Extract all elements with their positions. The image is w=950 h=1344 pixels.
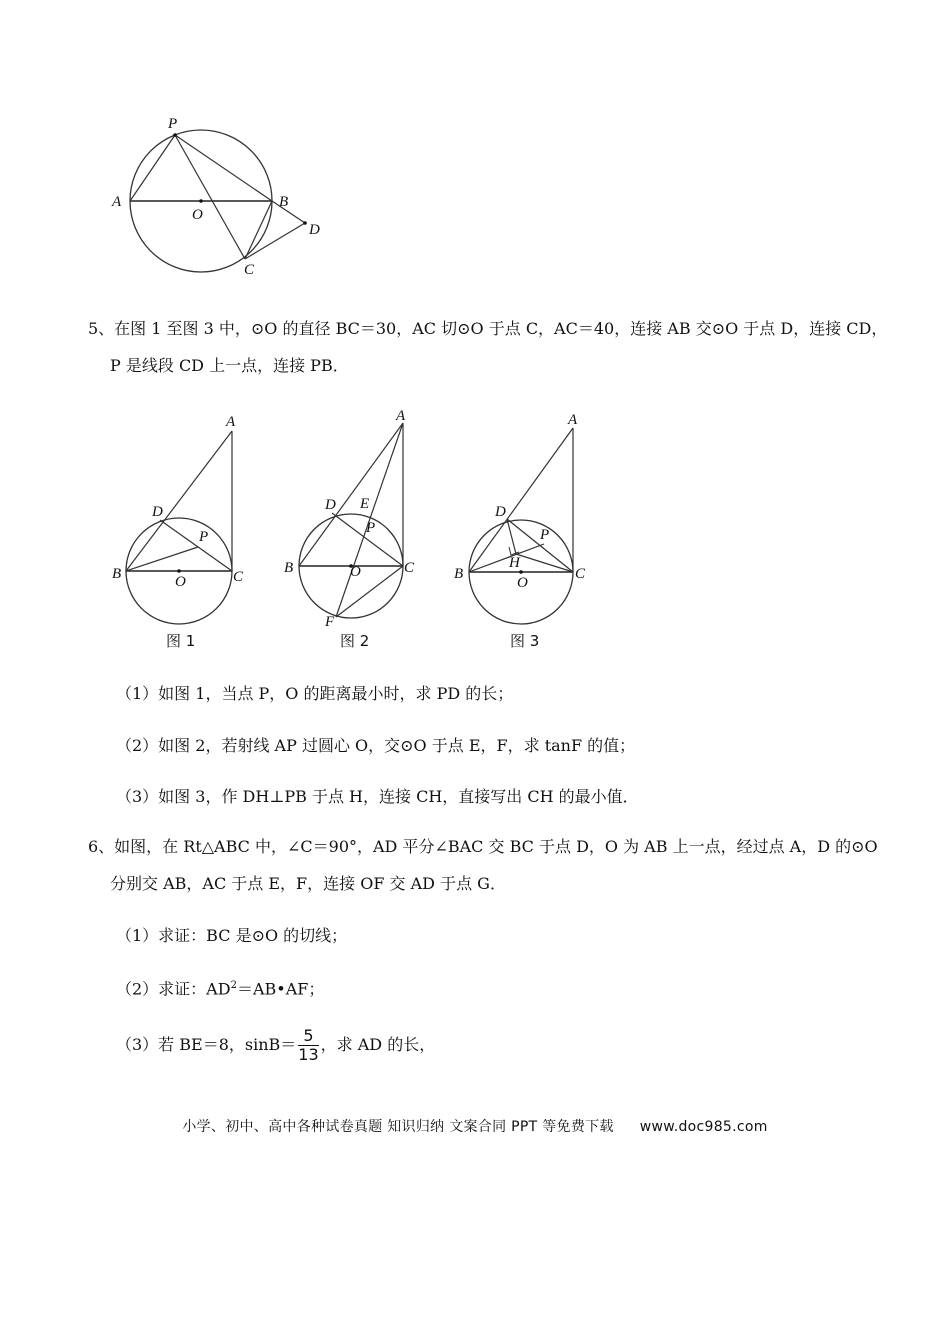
label-d: D [309,222,320,238]
fig2-label-d: D [325,497,336,513]
problem5-q3: （3）如图 3，作 DH⊥PB 于点 H，连接 CH，直接写出 CH 的最小值． [116,787,639,806]
figure-2 [280,400,430,658]
fig1-label-c: C [233,569,244,585]
fig3-label-o: O [517,575,528,591]
problem6-q3 [116,1025,435,1065]
segment-bd [272,201,305,223]
figure-3 [450,408,600,658]
problem5-q1: （1）如图 1，当点 P，O 的距离最小时，求 PD 的长； [116,684,514,703]
fig1-label-a: A [226,414,236,430]
fig1-label-o: O [175,574,186,590]
fig2-label-a: A [396,408,406,424]
problem6-q3-prefix: （3）若 BE＝8，sinB＝ [116,1035,297,1054]
fig3-caption: 图 3 [510,632,540,650]
sinb-fraction [298,1027,318,1064]
fraction-denominator: 13 [298,1045,319,1064]
problem6-line2: 分别交 AB，AC 于点 E，F，连接 OF 交 AD 于点 G． [110,874,506,893]
problem6-q3-suffix: ，求 AD 的长， [320,1035,436,1054]
figure-1 [108,408,258,658]
fig3-label-a: A [568,412,578,428]
problem5-line2: P 是线段 CD 上一点，连接 PB． [110,356,349,375]
segment-pa [130,135,175,201]
top-circle-figure [100,110,340,285]
problem6-line1: 6、如图，在 Rt△ABC 中，∠C＝90°，AD 平分∠BAC 交 BC 于点 D，O 为 AB 上一点，经过点 A，D 的⊙O [88,837,878,856]
fig2-label-c: C [404,560,415,576]
fig1-label-d: D [152,504,163,520]
label-a: A [112,194,122,210]
problem5-line1: 5、在图 1 至图 3 中，⊙O 的直径 BC＝30，AC 切⊙O 于点 C，AC＝40，连接 AB 交⊙O 于点 D，连接 CD， [88,319,888,338]
page-footer [0,1116,950,1136]
fig2-label-p: P [366,520,376,536]
footer-url[interactable]: www.doc985.com [639,1119,768,1135]
fig3-label-h: H [509,555,520,571]
segment-pb [175,135,272,201]
fig3-label-p: P [540,527,550,543]
fig1-label-b: B [112,566,122,582]
fig3-label-d: D [495,504,506,520]
label-b: B [279,194,289,210]
label-c: C [244,262,255,278]
fig2-label-e: E [360,496,370,512]
fig2-label-o: O [350,564,361,580]
problem5-q2: （2）如图 2，若射线 AP 过圆心 O，交⊙O 于点 E，F，求 tanF 的值； [116,736,636,755]
problem6-q2 [116,975,324,1000]
label-p: P [168,116,178,132]
fig1-caption: 图 1 [166,632,196,650]
problem6-q2-sup: 2 [230,980,237,991]
fig3-label-b: B [454,566,464,582]
fig2-caption: 图 2 [340,632,370,650]
fig2-label-f: F [325,614,335,630]
footer-text: 小学、初中、高中各种试卷真题 知识归纳 文案合同 PPT 等免费下载 [182,1119,614,1135]
fig2-label-b: B [284,560,294,576]
problem6-q2-prefix: （2）求证：AD [116,979,231,999]
label-o: O [192,207,203,223]
fig3-label-c: C [575,566,586,582]
problem6-q1: （1）求证：BC 是⊙O 的切线； [116,926,348,945]
fraction-numerator: 5 [298,1027,318,1046]
problem6-q2-suffix: ＝AB•AF； [236,979,325,999]
fig1-label-p: P [199,529,209,545]
segment-pc [175,135,245,259]
